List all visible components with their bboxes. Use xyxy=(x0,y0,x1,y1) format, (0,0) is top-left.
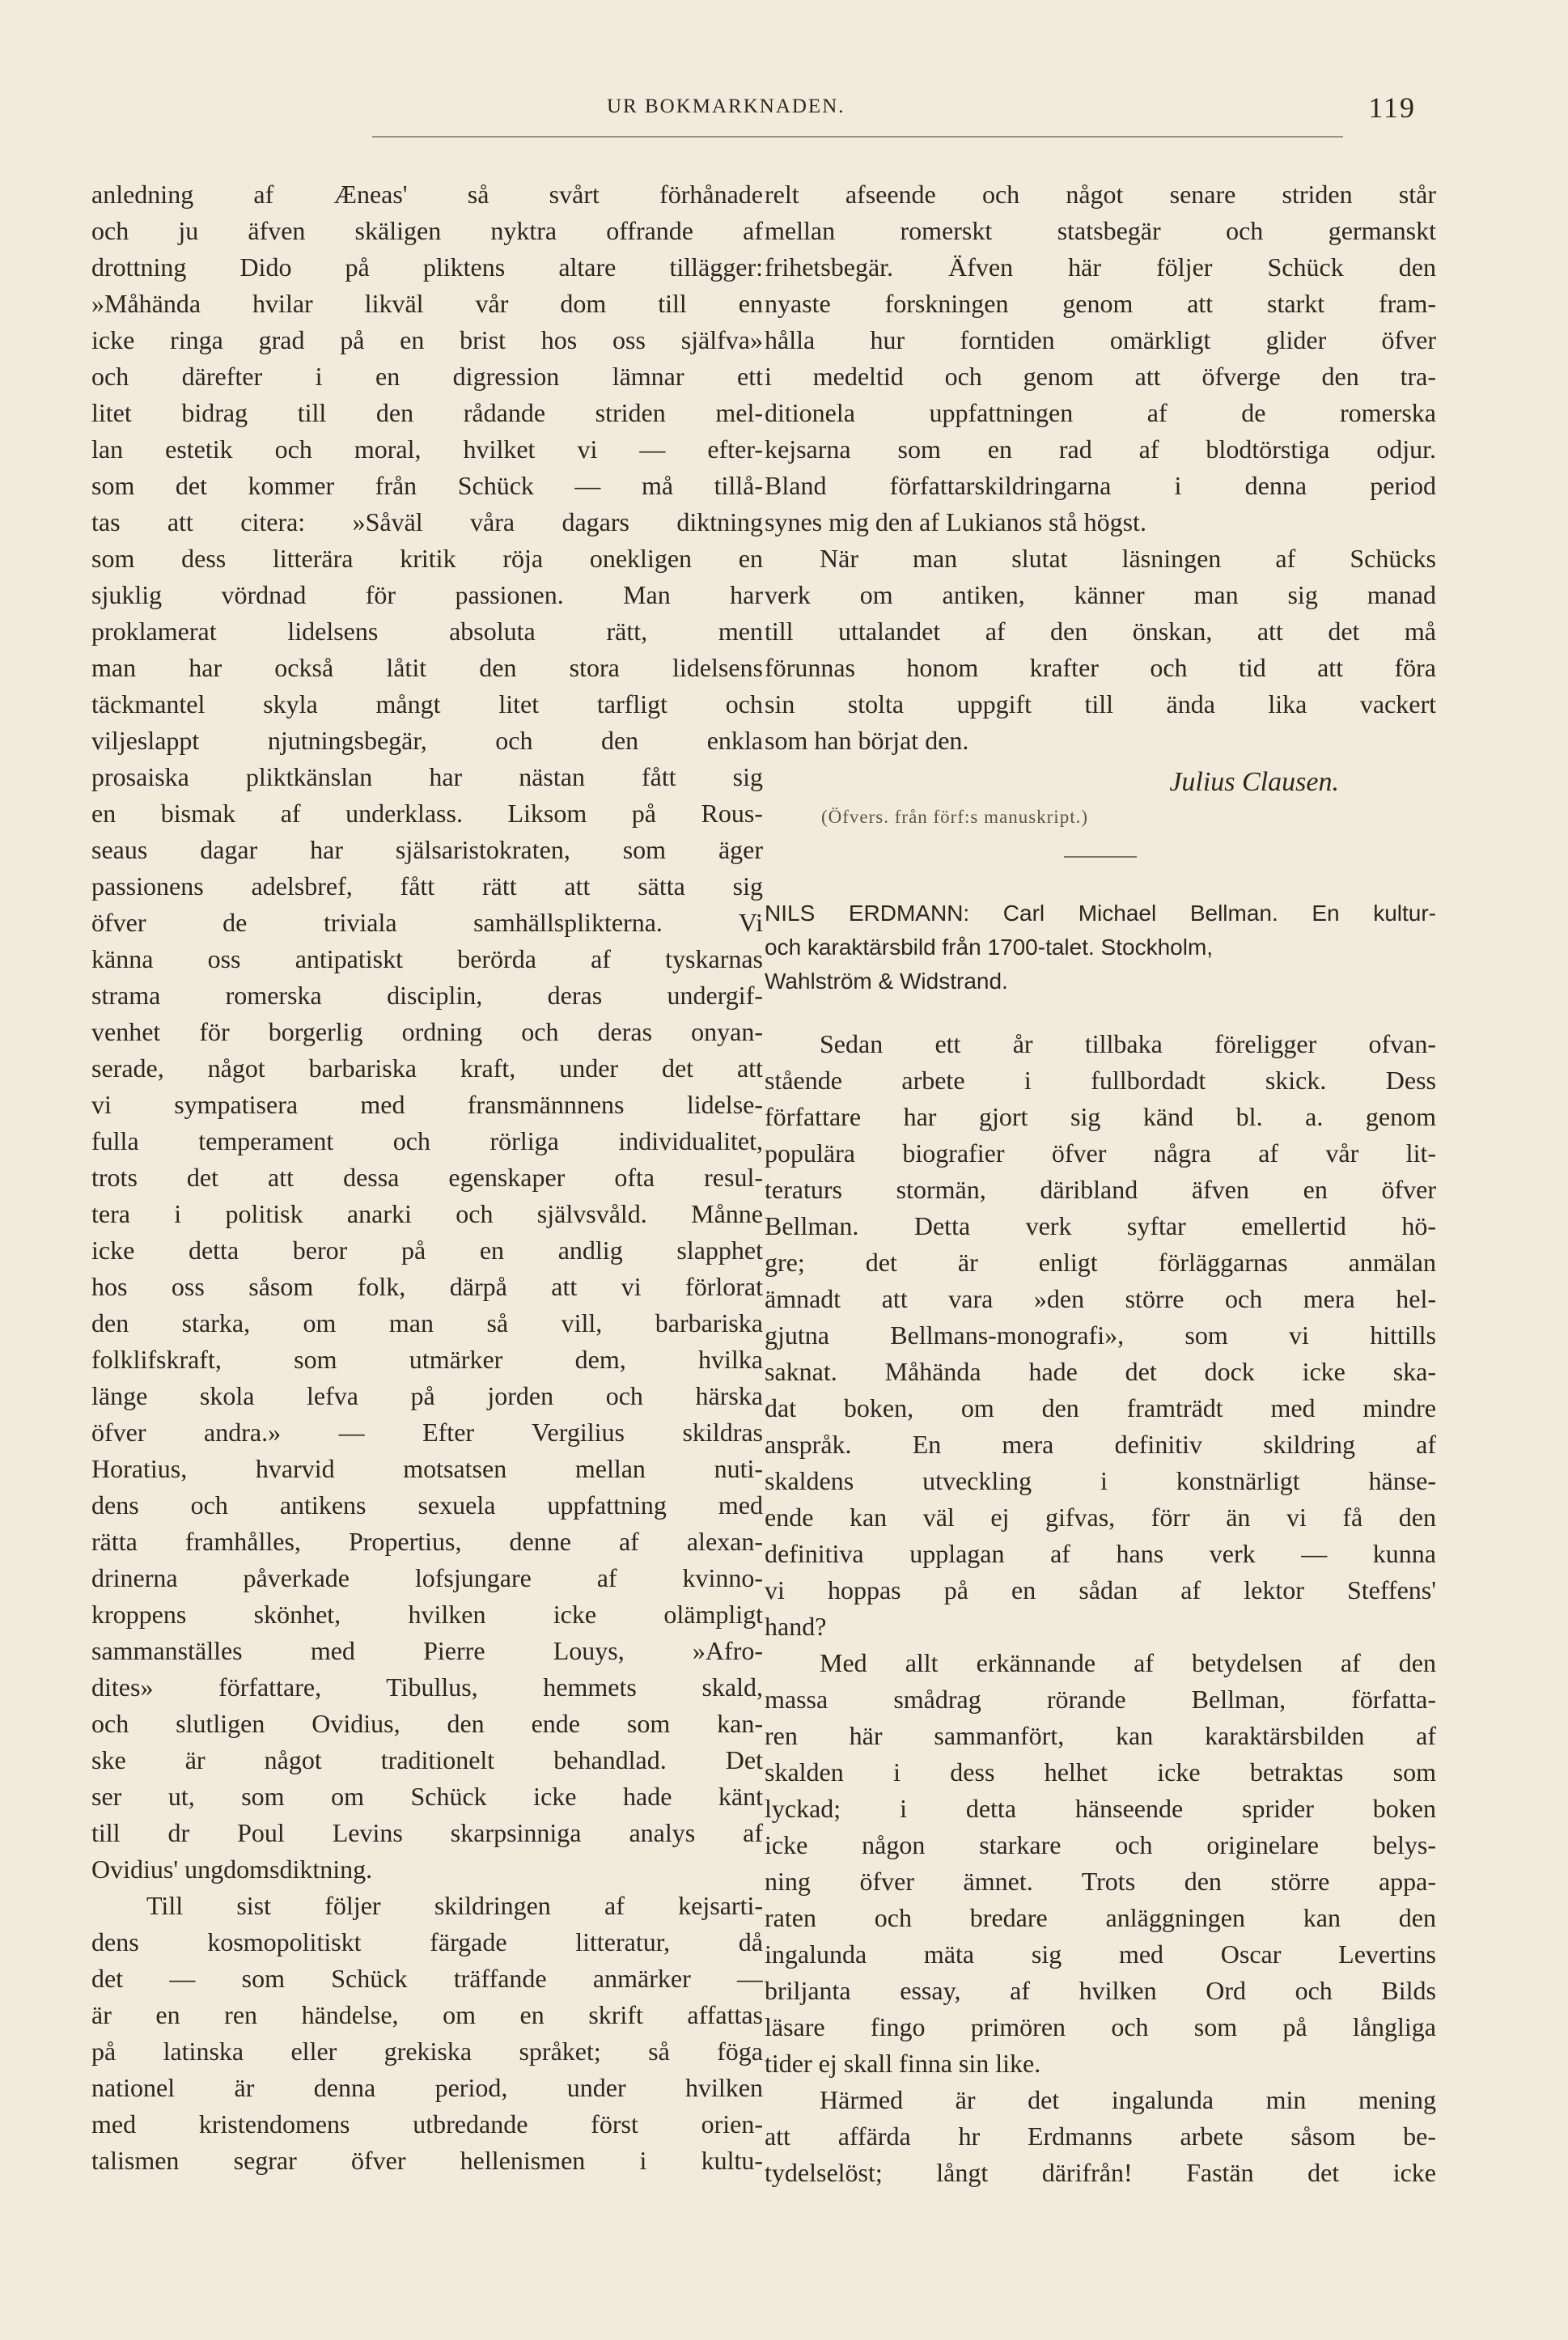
text-line: och därefter i en digression lämnar ett xyxy=(91,362,763,391)
text-line: som det kommer från Schück — må tillå- xyxy=(91,471,763,500)
author-signature: Julius Clausen. xyxy=(1169,767,1339,797)
text-line: icke någon starkare och originelare belys- xyxy=(765,1830,1436,1859)
text-line: ning öfver ämnet. Trots den större appa- xyxy=(765,1867,1436,1896)
text-line: gre; det är enligt förläggarnas anmälan xyxy=(765,1248,1436,1277)
text-line: är en ren händelse, om en skrift affattas xyxy=(91,2000,763,2029)
right-column xyxy=(765,176,1436,2191)
text-line: ämnadt att vara »den större och mera hel- xyxy=(765,1284,1436,1313)
text-line: frihetsbegär. Äfven här följer Schück den xyxy=(765,252,1436,282)
text-line: anspråk. En mera definitiv skildring af xyxy=(765,1430,1436,1459)
text-line: passionens adelsbref, fått rätt att sätta sig xyxy=(91,871,763,901)
text-line: förunnas honom krafter och tid att föra xyxy=(765,653,1436,682)
text-line: »Måhända hvilar likväl vår dom till en xyxy=(91,289,763,318)
text-line: lyckad; i detta hänseende sprider boken xyxy=(765,1794,1436,1823)
text-line: på latinska eller grekiska språket; så föga xyxy=(91,2037,763,2066)
spacer xyxy=(765,998,1436,1026)
text-line: massa smådrag rörande Bellman, författa- xyxy=(765,1685,1436,1714)
text-line: sin stolta uppgift till ända lika vackert xyxy=(765,689,1436,719)
text-line: med kristendomens utbredande först orien- xyxy=(91,2109,763,2139)
text-line: öfver andra.» — Efter Vergilius skildras xyxy=(91,1418,763,1447)
text-line: teraturs stormän, däribland äfven en öfver xyxy=(765,1175,1436,1204)
text-line: att affärda hr Erdmanns arbete såsom be- xyxy=(765,2122,1436,2151)
text-line: den starka, om man så vill, barbariska xyxy=(91,1308,763,1337)
text-line: Till sist följer skildringen af kejsarti- xyxy=(146,1891,763,1920)
text-line: hos oss såsom folk, därpå att vi förlorat xyxy=(91,1272,763,1301)
text-line: och slutligen Ovidius, den ende som kan- xyxy=(91,1709,763,1738)
text-line: kejsarna som en rad af blodtörstiga odjur. xyxy=(765,435,1436,464)
text-line: ditionela uppfattningen af de romerska xyxy=(765,398,1436,427)
text-line: man har också låtit den stora lidelsens xyxy=(91,653,763,682)
text-line: nyaste forskningen genom att starkt fram- xyxy=(765,289,1436,318)
text-line: dat boken, om den framträdt med mindre xyxy=(765,1393,1436,1422)
text-line: anledning af Æneas' så svårt förhånade xyxy=(91,180,763,209)
text-line: i medeltid och genom att öfverge den tra- xyxy=(765,362,1436,391)
text-line: tera i politisk anarki och självsvåld. Månne xyxy=(91,1199,763,1228)
text-line: seaus dagar har själsaristokraten, som äger xyxy=(91,835,763,864)
left-column xyxy=(91,176,763,2179)
review-heading: och karaktärsbild från 1700-talet. Stockholm, xyxy=(765,935,1214,960)
text-line: Med allt erkännande af betydelsen af den xyxy=(820,1648,1436,1677)
text-line: till dr Poul Levins skarpsinniga analys af xyxy=(91,1818,763,1847)
text-line: folklifskraft, som utmärker dem, hvilka xyxy=(91,1345,763,1374)
text-line: det — som Schück träffande anmärker — xyxy=(91,1964,763,1993)
text-line: strama romerska disciplin, deras undergif- xyxy=(91,981,763,1010)
page-number: 119 xyxy=(1368,91,1416,124)
text-line: till uttalandet af den önskan, att det må xyxy=(765,617,1436,646)
text-line: tydelselöst; långt därifrån! Fastän det icke xyxy=(765,2158,1436,2187)
text-line: dites» författare, Tibullus, hemmets skald, xyxy=(91,1672,763,1702)
text-line: venhet för borgerlig ordning och deras onyan- xyxy=(91,1017,763,1046)
text-line: briljanta essay, af hvilken Ord och Bilds xyxy=(765,1976,1436,2005)
running-head: UR BOKMARKNADEN. xyxy=(607,95,845,117)
text-line: öfver de triviala samhällsplikterna. Vi xyxy=(91,908,763,937)
page-header xyxy=(89,91,1416,139)
text-line: som han börjat den. xyxy=(765,726,969,755)
text-line: tas att citera: »Såväl våra dagars diktning xyxy=(91,507,763,536)
text-line: litet bidrag till den rådande striden mel- xyxy=(91,398,763,427)
text-line: saknat. Måhända hade det dock icke ska- xyxy=(765,1357,1436,1386)
text-line: proklamerat lidelsens absoluta rätt, men xyxy=(91,617,763,646)
text-line: rätta framhålles, Propertius, denne af alexan- xyxy=(91,1527,763,1556)
text-line: ren här sammanfört, kan karaktärsbilden af xyxy=(765,1721,1436,1750)
text-line: Härmed är det ingalunda min mening xyxy=(820,2085,1436,2114)
text-line: viljeslappt njutningsbegär, och den enkla xyxy=(91,726,763,755)
text-line: ske är något traditionelt behandlad. Det xyxy=(91,1745,763,1774)
text-line: drottning Dido på pliktens altare tillägger: xyxy=(91,252,763,282)
text-line: dens kosmopolitiskt färgade litteratur, då xyxy=(91,1927,763,1956)
text-line: känna oss antipatiskt berörda af tyskarnas xyxy=(91,944,763,973)
header-rule xyxy=(372,136,1343,138)
text-line: prosaiska pliktkänslan har nästan fått sig xyxy=(91,762,763,791)
text-line: verk om antiken, känner man sig manad xyxy=(765,580,1436,609)
text-line: nationel är denna period, under hvilken xyxy=(91,2073,763,2102)
text-line: läsare fingo primören och som på långliga xyxy=(765,2012,1436,2041)
text-line: icke ringa grad på en brist hos oss själfva» xyxy=(91,325,763,354)
text-line: relt afseende och något senare striden står xyxy=(765,180,1436,209)
text-line: serade, något barbariska kraft, under det att xyxy=(91,1053,763,1083)
text-line: definitiva upplagan af hans verk — kunna xyxy=(765,1539,1436,1568)
text-line: När man slutat läsningen af Schücks xyxy=(820,544,1436,573)
text-line: ingalunda mäta sig med Oscar Levertins xyxy=(765,1939,1436,1969)
text-line: tider ej skall finna sin like. xyxy=(765,2049,1041,2078)
text-line: en bismak af underklass. Liksom på Rous- xyxy=(91,799,763,828)
text-line: mellan romerskt statsbegär och germanskt xyxy=(765,216,1436,245)
text-line: Bland författarskildringarna i denna period xyxy=(765,471,1436,500)
text-line: hålla hur forntiden omärkligt glider öfver xyxy=(765,325,1436,354)
text-line: skaldens utveckling i konstnärligt hänse- xyxy=(765,1466,1436,1495)
section-divider xyxy=(1064,856,1137,858)
text-line: populära biografier öfver några af vår lit- xyxy=(765,1138,1436,1168)
text-line: kroppens skönhet, hvilken icke olämpligt xyxy=(91,1600,763,1629)
text-line: stående arbete i fullbordadt skick. Dess xyxy=(765,1066,1436,1095)
translation-note: (Öfvers. från förf:s manuskript.) xyxy=(821,807,1088,827)
text-line: länge skola lefva på jorden och härska xyxy=(91,1381,763,1410)
text-line: som dess litterära kritik röja onekligen en xyxy=(91,544,763,573)
review-heading: Wahlström & Widstrand. xyxy=(765,969,1008,994)
text-line: vi hoppas på en sådan af lektor Steffens' xyxy=(765,1575,1436,1605)
text-line: författare har gjort sig känd bl. a. genom xyxy=(765,1102,1436,1131)
text-line: vi sympatisera med fransmännnens lidelse- xyxy=(91,1090,763,1119)
text-line: talismen segrar öfver hellenismen i kultu- xyxy=(91,2146,763,2175)
text-line: Horatius, hvarvid motsatsen mellan nuti- xyxy=(91,1454,763,1483)
text-line: och ju äfven skäligen nyktra offrande af xyxy=(91,216,763,245)
text-line: ser ut, som om Schück icke hade känt xyxy=(91,1782,763,1811)
text-line: täckmantel skyla mångt litet tarfligt och xyxy=(91,689,763,719)
text-line: fulla temperament och rörliga individualitet, xyxy=(91,1126,763,1155)
text-line: synes mig den af Lukianos stå högst. xyxy=(765,507,1146,536)
text-line: dens och antikens sexuela uppfattning med xyxy=(91,1490,763,1520)
text-line: skalden i dess helhet icke betraktas som xyxy=(765,1757,1436,1787)
text-line: hand? xyxy=(765,1612,827,1641)
text-line: drinerna påverkade lofsjungare af kvinno- xyxy=(91,1563,763,1592)
text-line: raten och bredare anläggningen kan den xyxy=(765,1903,1436,1932)
review-heading: NILS ERDMANN: Carl Michael Bellman. En kultur- xyxy=(765,901,1436,926)
text-line: ende kan väl ej gifvas, förr än vi få den xyxy=(765,1503,1436,1532)
text-line: Bellman. Detta verk syftar emellertid hö- xyxy=(765,1211,1436,1240)
text-line: sammanställes med Pierre Louys, »Afro- xyxy=(91,1636,763,1665)
text-line: sjuklig vördnad för passionen. Man har xyxy=(91,580,763,609)
text-line: trots det att dessa egenskaper ofta resul- xyxy=(91,1163,763,1192)
text-line: Ovidius' ungdomsdiktning. xyxy=(91,1855,373,1884)
text-line: Sedan ett år tillbaka föreligger ofvan- xyxy=(820,1029,1436,1058)
text-line: gjutna Bellmans-monografi», som vi hittills xyxy=(765,1320,1436,1350)
text-line: icke detta beror på en andlig slapphet xyxy=(91,1236,763,1265)
text-line: lan estetik och moral, hvilket vi — efter- xyxy=(91,435,763,464)
